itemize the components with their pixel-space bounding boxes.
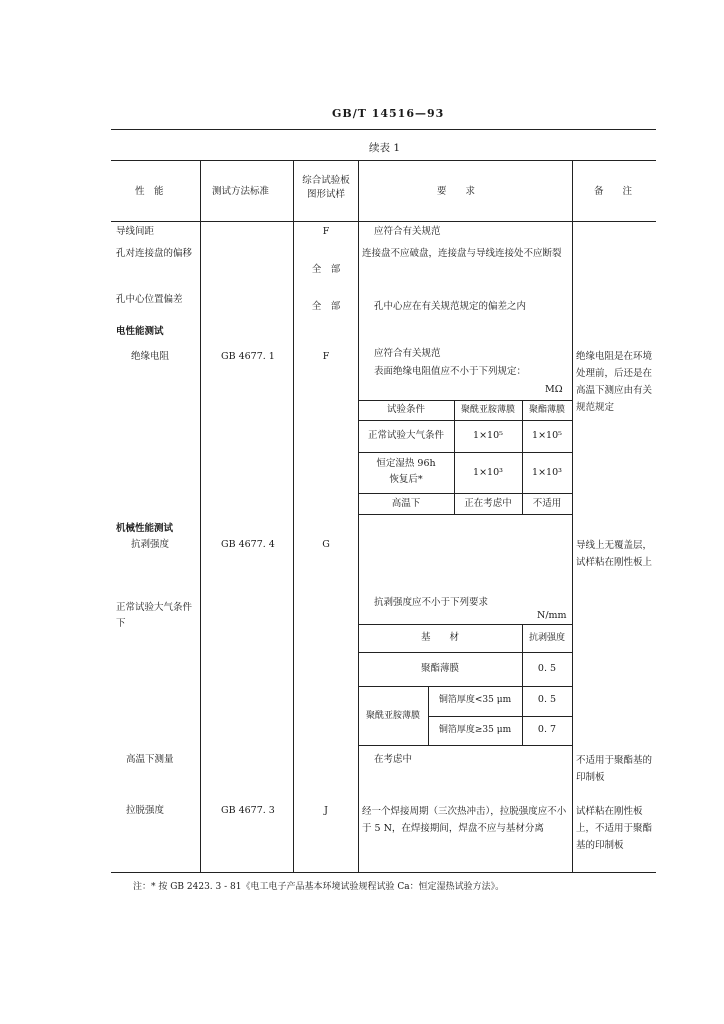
peel-head-substrate: 基 材: [420, 632, 459, 643]
row-insulation-specimen: F: [322, 351, 330, 362]
row-hightemp-requirement: 在考虑中: [374, 754, 413, 765]
row-offset-property: 孔对连接盘的偏移: [116, 248, 193, 259]
row-offset-specimen: 全 部: [311, 264, 341, 275]
row-pulloff-specimen: J: [324, 805, 328, 816]
ir-row1-condition: 正常试验大气条件: [367, 430, 444, 441]
row-peel-specimen: G: [322, 539, 330, 550]
col-header-requirement: 要 求: [437, 186, 476, 197]
peel-table-top: [358, 624, 572, 625]
col-header-property: 性 能: [135, 186, 164, 197]
peel-row1-substrate: 聚酯薄膜: [420, 663, 459, 674]
row-peel-property: 抗剥强度: [131, 539, 170, 550]
ir-row2-polyester: 1×10³: [532, 467, 562, 478]
row-pulloff-method: GB 4677. 3: [221, 805, 275, 816]
peel-row2-value: 0. 5: [537, 694, 557, 705]
peel-row1-value: 0. 5: [537, 663, 557, 674]
col-divider-4: [572, 160, 573, 872]
peel-table-head-rule: [358, 652, 572, 653]
row-peel-requirement: 抗剥强度应不小于下列要求: [374, 597, 489, 608]
ir-table-top: [358, 400, 572, 401]
row-hightemp-remark: 不适用于聚酯基的印制板: [576, 755, 653, 783]
row-spacing-requirement: 应符合有关规范: [374, 226, 441, 237]
row-position-property: 孔中心位置偏差: [116, 294, 183, 305]
row-peel-unit: N/mm: [537, 610, 567, 621]
header-rule: [111, 129, 656, 130]
row-position-specimen: 全 部: [311, 301, 341, 312]
col-header-specimen: 综合试验板 图形试样: [302, 175, 350, 200]
ir-head-polyester: 聚酯薄膜: [528, 405, 565, 415]
footnote: 注：* 按 GB 2423. 3 - 81《电工电子产品基本环境试验规程试验 Ca：恒定湿热试验方法》。: [133, 882, 505, 892]
ir-row2-condition: 恒定湿热 96h 恢复后*: [376, 458, 436, 485]
row-insulation-remark: 绝缘电阻是在环境处理前，后还是在高温下测应由有关规范规定: [576, 351, 653, 413]
table-header-rule: [111, 221, 656, 222]
peel-row2-substrate: 铜箔厚度<35 μm: [438, 695, 512, 705]
row-position-requirement: 孔中心应在有关规范规定的偏差之内: [374, 301, 527, 312]
ir-head-polyimide: 聚酰亚胺薄膜: [460, 405, 515, 415]
row-hightemp-property: 高温下测量: [126, 754, 174, 765]
row-insulation-property: 绝缘电阻: [131, 351, 170, 362]
row-peel-remark: 导线上无覆盖层，试样粘在刚性板上: [576, 540, 653, 568]
row-pulloff-remark: 试样粘在刚性板上，不适用于聚酯基的印制板: [576, 806, 653, 851]
row-offset-requirement: 连接盘不应破盘，连接盘与导线连接处不应断裂: [362, 248, 562, 259]
standard-number: GB/T 14516—93: [332, 107, 445, 120]
ir-row1-polyester: 1×10⁵: [532, 430, 562, 441]
section-mechanical: 机械性能测试: [116, 523, 174, 534]
ir-table-head-rule: [358, 420, 572, 421]
peel-row3-substrate: 铜箔厚度≥35 μm: [438, 725, 512, 735]
row-insulation-req-line1: 应符合有关规范: [374, 348, 441, 359]
table-bottom-rule: [111, 872, 656, 873]
ir-row3-polyester: 不适用: [532, 498, 562, 509]
peel-row3-value: 0. 7: [537, 724, 557, 735]
row-pulloff-property: 拉脱强度: [126, 805, 165, 816]
peel-table-rule-2: [428, 716, 572, 717]
row-pulloff-requirement: 经一个焊接周期（三次热冲击），拉脱强度应不小于 5 N，在焊接期间，焊盘不应与基材分离: [362, 806, 567, 834]
ir-row3-polyimide: 正在考虑中: [464, 498, 512, 509]
row-spacing-property: 导线间距: [116, 226, 155, 237]
ir-table-bottom: [358, 514, 572, 515]
ir-table-rule-1: [358, 452, 572, 453]
row-spacing-specimen: F: [322, 226, 330, 237]
row-insulation-method: GB 4677. 1: [221, 351, 275, 362]
col-header-method: 测试方法标准: [212, 186, 270, 197]
peel-head-strength: 抗剥强度: [528, 633, 565, 643]
row-insulation-unit: MΩ: [545, 384, 563, 395]
table-top-rule: [111, 160, 656, 161]
peel-table-rule-1: [358, 686, 572, 687]
ir-row3-condition: 高温下: [391, 498, 421, 509]
col-header-remark: 备 注: [594, 186, 633, 197]
section-electrical: 电性能测试: [116, 326, 164, 337]
row-insulation-req-line2: 表面绝缘电阻值应不小于下列规定：: [374, 366, 527, 377]
peel-table-bottom: [358, 745, 572, 746]
ir-row2-polyimide: 1×10³: [473, 467, 503, 478]
col-divider-1: [200, 160, 201, 872]
peel-group-polyimide: 聚酰亚胺薄膜: [365, 711, 420, 721]
ir-head-condition: 试验条件: [386, 404, 425, 415]
row-peel-sub-property: 正常试验大气条件下: [116, 602, 193, 629]
col-divider-3: [358, 160, 359, 872]
ir-table-rule-2: [358, 493, 572, 494]
table-caption: 续表 1: [369, 142, 401, 154]
row-peel-method: GB 4677. 4: [221, 539, 275, 550]
ir-row1-polyimide: 1×10⁵: [473, 430, 503, 441]
